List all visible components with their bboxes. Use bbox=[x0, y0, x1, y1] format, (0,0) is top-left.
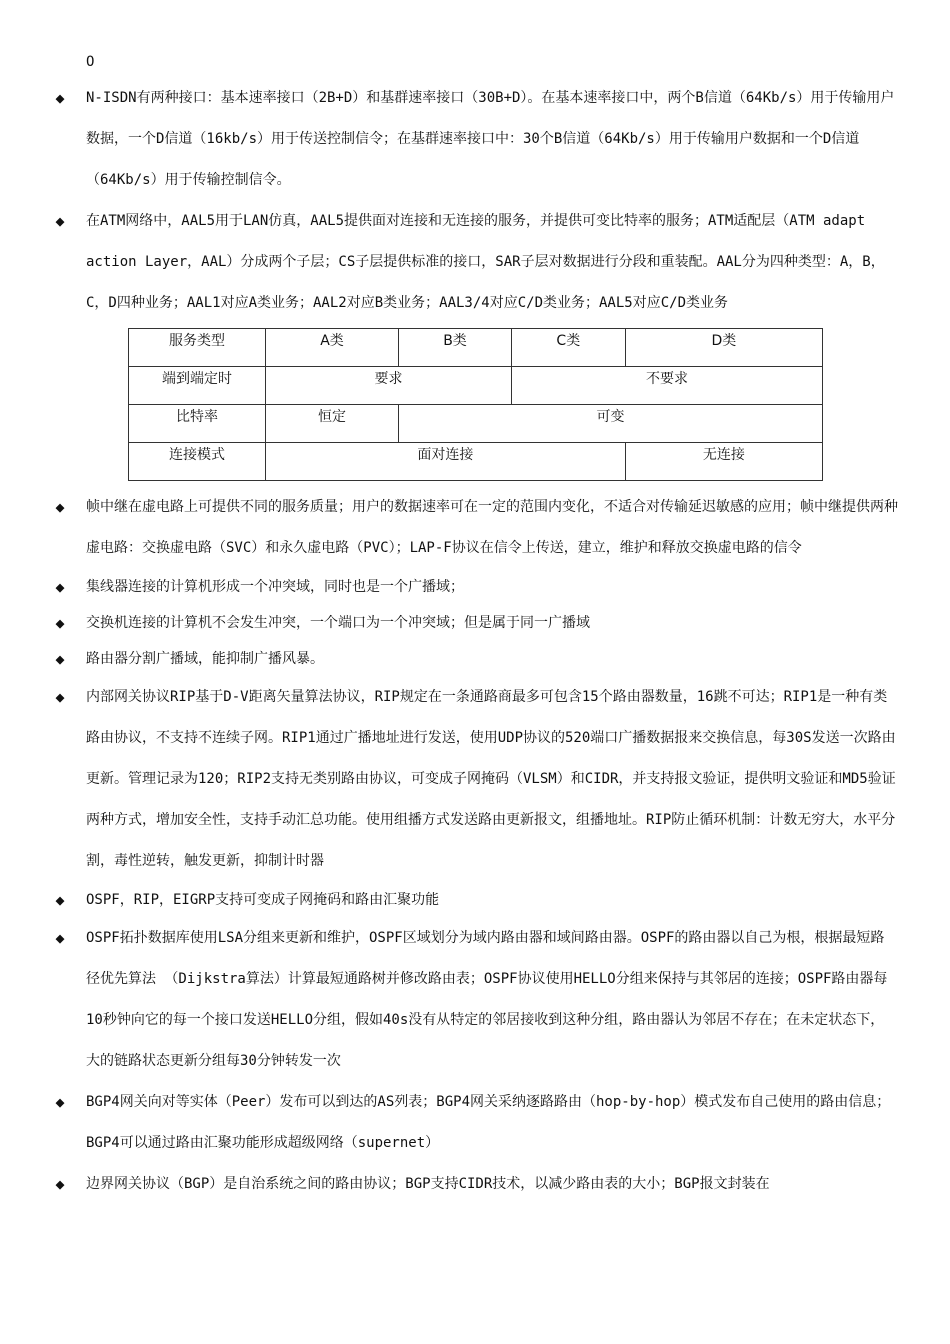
list-item-text: 集线器连接的计算机形成一个冲突域，同时也是一个广播域； bbox=[86, 579, 464, 595]
diamond-bullet-icon: ◆ bbox=[55, 1093, 65, 1111]
diamond-bullet-icon: ◆ bbox=[55, 650, 65, 668]
list-item-text: 边界网关协议（BGP）是自治系统之间的路由协议；BGP支持CIDR技术，以减少路由表的大小；BGP报文封装在 bbox=[86, 1176, 770, 1192]
list-item-ospf bbox=[0, 918, 950, 1082]
table-cell: 无连接 bbox=[625, 443, 822, 481]
bullet-list bbox=[0, 78, 950, 1205]
diamond-bullet-icon: ◆ bbox=[55, 929, 65, 947]
table-row-timing bbox=[129, 367, 823, 405]
top-fragment: O bbox=[86, 54, 95, 70]
diamond-bullet-icon: ◆ bbox=[55, 578, 65, 596]
list-item-bgp bbox=[0, 1164, 950, 1205]
list-item-text: BGP4网关向对等实体（Peer）发布可以到达的AS列表；BGP4网关采纳逐路路由（hop-by-hop）模式发布自己使用的路由信息；BGP4可以通过路由汇聚功能形成超级网络（supernet） bbox=[86, 1094, 891, 1151]
list-item-isdn bbox=[0, 78, 950, 201]
list-item-text: 帧中继在虚电路上可提供不同的服务质量；用户的数据速率可在一定的范围内变化，不适合对传输延迟敏感的应用；帧中继提供两种虚电路：交换虚电路（SVC）和永久虚电路（PVC）；LAP-F协议在信令上传送，建立，维护和释放交换虚电路的信令 bbox=[86, 499, 898, 556]
table-cell: 恒定 bbox=[266, 405, 399, 443]
table-row-bitrate bbox=[129, 405, 823, 443]
list-item-switch bbox=[0, 605, 950, 641]
aal-service-table bbox=[128, 328, 823, 481]
diamond-bullet-icon: ◆ bbox=[55, 614, 65, 632]
list-item-rip bbox=[0, 677, 950, 882]
list-item-text: OSPF拓扑数据库使用LSA分组来更新和维护，OSPF区域划分为域内路由器和域间路由器。OSPF的路由器以自己为根，根据最短路径优先算法 （Dijkstra算法）计算最短通路树并修改路由表；OSPF协议使用HELLO分组来保持与其邻居的连接；OSPF路由器每10秒钟向它的每一个接口发送HELLO分组，假如40s没有从特定的邻居接收到这种分组，路由器认为邻居不存在；在未定状态下，大的链路状态更新分组每30分钟转发一次 bbox=[86, 930, 888, 1069]
table-cell: 可变 bbox=[399, 405, 823, 443]
list-item-text: 内部网关协议RIP基于D-V距离矢量算法协议，RIP规定在一条通路商最多可包含15个路由器数量，16跳不可达；RIP1是一种有类路由协议，不支持不连续子网。RIP1通过广播地址进行发送，使用UDP协议的520端口广播数据报来交换信息，每30S发送一次路由更新。管理记录为120；RIP2支持无类别路由协议，可变成子网掩码（VLSM）和CIDR，并支持报文验证，提供明文验证和MD5验证两种方式，增加安全性，支持手动汇总功能。使用组播方式发送路由更新报文，组播地址。RIP防止循环机制：计数无穷大，水平分割，毒性逆转，触发更新，抑制计时器 bbox=[86, 689, 896, 869]
list-item-text: 交换机连接的计算机不会发生冲突，一个端口为一个冲突域；但是属于同一广播域 bbox=[86, 615, 590, 631]
list-item-frame-relay bbox=[0, 487, 950, 569]
service-table-wrapper bbox=[0, 328, 950, 481]
table-header-cell: 服务类型 bbox=[129, 329, 266, 367]
diamond-bullet-icon: ◆ bbox=[55, 688, 65, 706]
diamond-bullet-icon: ◆ bbox=[55, 89, 65, 107]
table-header-cell: C类 bbox=[511, 329, 625, 367]
diamond-bullet-icon: ◆ bbox=[55, 212, 65, 230]
table-row-label: 连接模式 bbox=[129, 443, 266, 481]
list-item-text: N-ISDN有两种接口：基本速率接口（2B+D）和基群速率接口（30B+D）。在基本速率接口中，两个B信道（64Kb/s）用于传输用户数据，一个D信道（16kb/s）用于传送控制信令；在基群速率接口中：30个B信道（64Kb/s）用于传输用户数据和一个D信道（64Kb/s）用于传输控制信令。 bbox=[86, 90, 895, 188]
list-item-atm bbox=[0, 201, 950, 324]
list-item-vlsm-support bbox=[0, 882, 950, 918]
list-item-text: 在ATM网络中，AAL5用于LAN仿真，AAL5提供面对连接和无连接的服务，并提供可变比特率的服务；ATM适配层（ATM adapt action Layer，AAL）分成两个子层；CS子层提供标准的接口，SAR子层对数据进行分段和重装配。AAL分为四种类型：A，B，C，D四种业务；AAL1对应A类业务；AAL2对应B类业务；AAL3/4对应C/D类业务；AAL5对应C/D类业务 bbox=[86, 213, 885, 311]
table-header-cell: A类 bbox=[266, 329, 399, 367]
list-item-text: OSPF，RIP，EIGRP支持可变成子网掩码和路由汇聚功能 bbox=[86, 892, 440, 908]
table-header-cell: D类 bbox=[625, 329, 822, 367]
table-header-cell: B类 bbox=[399, 329, 512, 367]
list-item-router bbox=[0, 641, 950, 677]
table-row-label: 比特率 bbox=[129, 405, 266, 443]
table-cell: 面对连接 bbox=[266, 443, 626, 481]
list-item-hub bbox=[0, 569, 950, 605]
diamond-bullet-icon: ◆ bbox=[55, 498, 65, 516]
table-row-label: 端到端定时 bbox=[129, 367, 266, 405]
diamond-bullet-icon: ◆ bbox=[55, 891, 65, 909]
table-row-mode bbox=[129, 443, 823, 481]
diamond-bullet-icon: ◆ bbox=[55, 1175, 65, 1193]
list-item-bgp4 bbox=[0, 1082, 950, 1164]
table-cell: 不要求 bbox=[511, 367, 822, 405]
list-item-text: 路由器分割广播域，能抑制广播风暴。 bbox=[86, 651, 324, 667]
table-cell: 要求 bbox=[266, 367, 512, 405]
table-row-header bbox=[129, 329, 823, 367]
